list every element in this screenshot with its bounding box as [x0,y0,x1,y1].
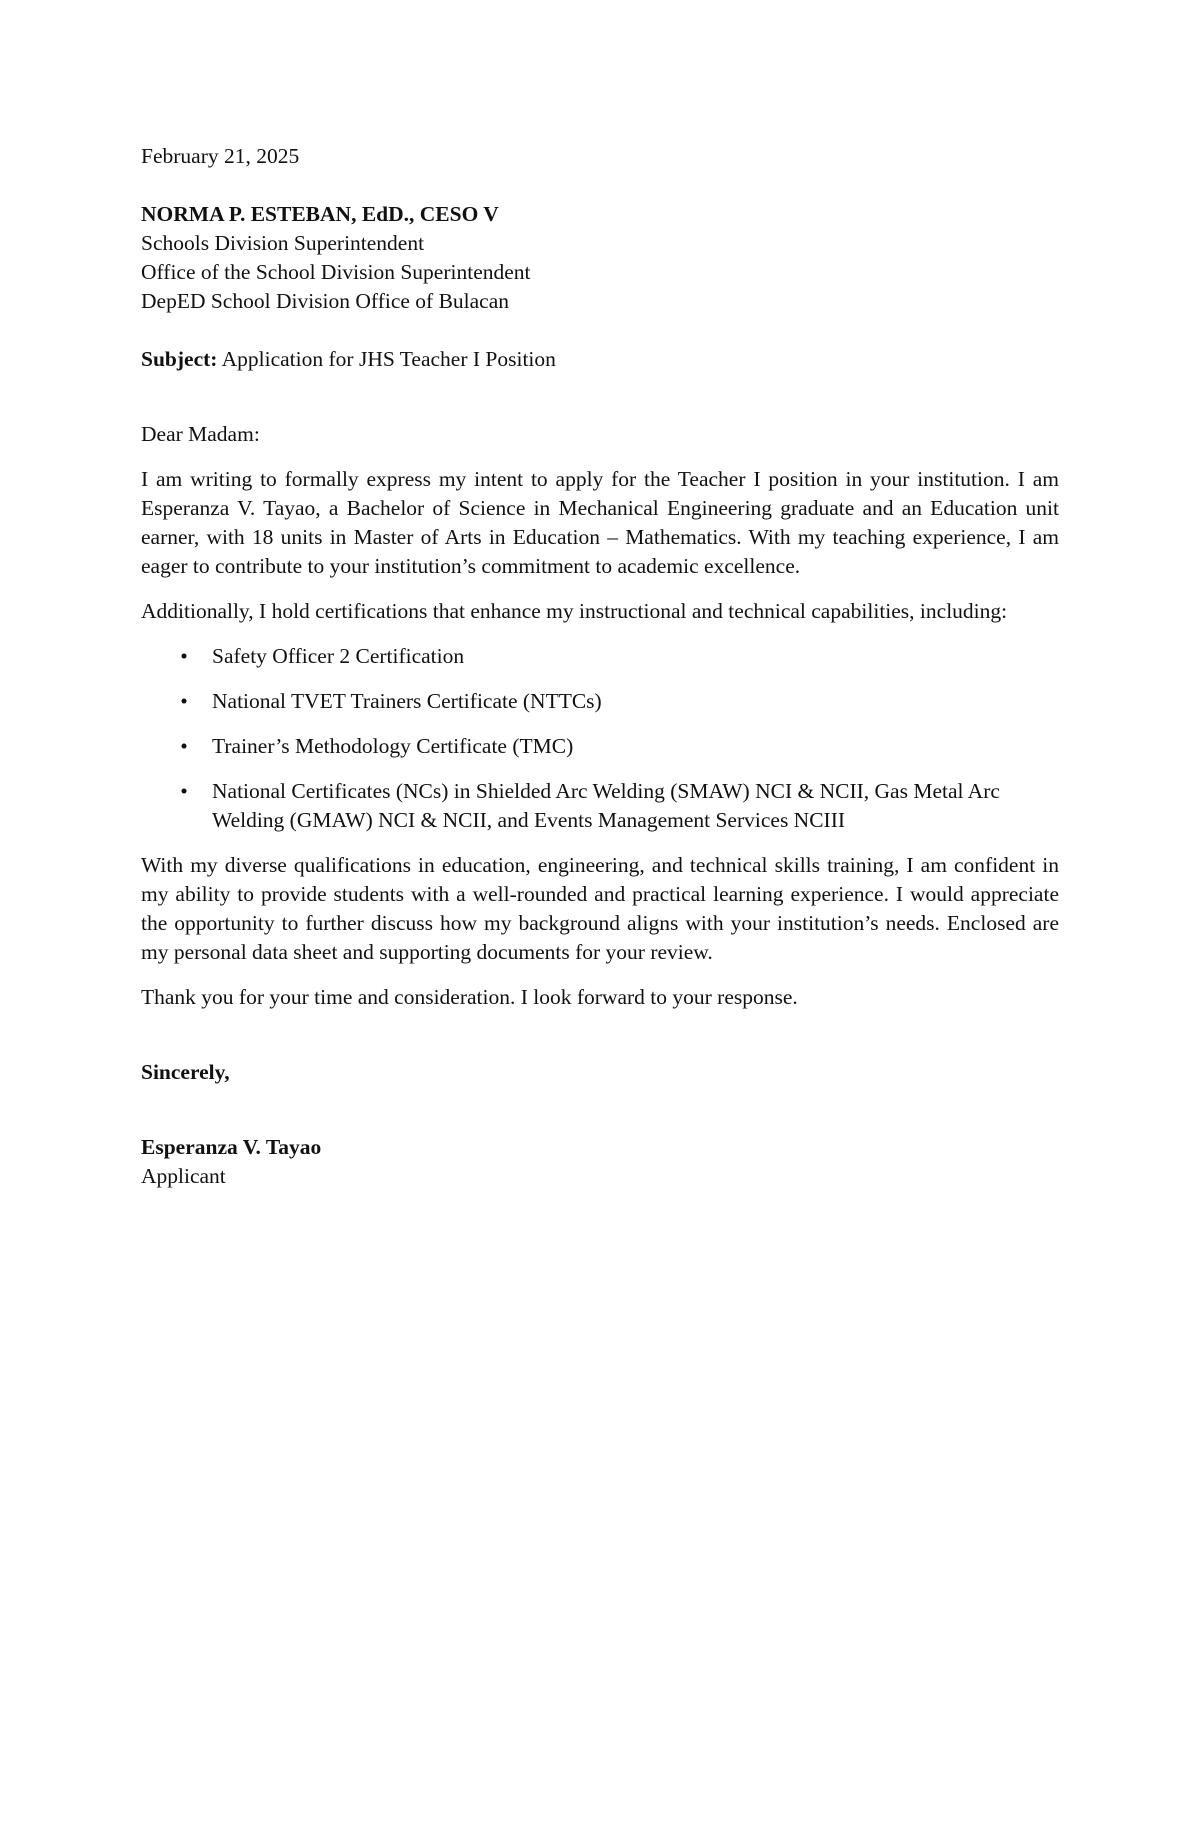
recipient-block [141,200,1059,316]
signoff: Sincerely, [141,1060,230,1084]
closing-paragraph: Thank you for your time and consideration. I look forward to your response. [141,985,798,1009]
certification-text: Safety Officer 2 Certification [212,644,465,668]
bullet-icon: • [180,734,188,758]
list-item [141,777,1059,835]
signature-block [141,1133,1059,1191]
list-item [141,642,1059,671]
recipient-name: NORMA P. ESTEBAN, EdD., CESO V [141,202,499,226]
recipient-address: DepED School Division Office of Bulacan [141,289,510,313]
bullet-icon: • [180,689,188,713]
letter-date: February 21, 2025 [141,144,300,168]
subject-text: Application for JHS Teacher I Position [217,347,556,371]
subject-line [141,345,1059,374]
bullet-icon: • [180,779,188,803]
recipient-title: Schools Division Superintendent [141,231,425,255]
certifications-intro-paragraph: Additionally, I hold certifications that enhance my instructional and technical capabilities, including: [141,599,1008,623]
letter-body [141,142,1059,1191]
certification-text: National Certificates (NCs) in Shielded Arc Welding (SMAW) NCI & NCII, Gas Metal Arc Welding (GMAW) NCI & NCII, and Events Management Services NCIII [212,779,1000,832]
list-item [141,687,1059,716]
recipient-office: Office of the School Division Superintendent [141,260,531,284]
signer-name: Esperanza V. Tayao [141,1135,322,1159]
bullet-icon: • [180,644,188,668]
salutation: Dear Madam: [141,422,260,446]
certifications-list [141,642,1059,835]
certification-text: Trainer’s Methodology Certificate (TMC) [212,734,574,758]
certification-text: National TVET Trainers Certificate (NTTCs) [212,689,602,713]
intro-paragraph: I am writing to formally express my intent to apply for the Teacher I position in your institution. I am Esperanza V. Tayao, a Bachelor of Science in Mechanical Engineering graduate and an Education unit earner, with 18 units in Master of Arts in Education – Mathematics. With my teaching experience, I am eager to contribute to your institution’s commitment to academic excellence. [141,467,1059,578]
subject-label: Subject: [141,347,218,371]
qualifications-paragraph: With my diverse qualifications in education, engineering, and technical skills training, I am confident in my ability to provide students with a well-rounded and practical learning experience. I would appreciate the opportunity to further discuss how my background aligns with your institution’s needs. Enclosed are my personal data sheet and supporting documents for your review. [141,853,1059,964]
list-item [141,732,1059,761]
signer-title: Applicant [141,1164,226,1188]
